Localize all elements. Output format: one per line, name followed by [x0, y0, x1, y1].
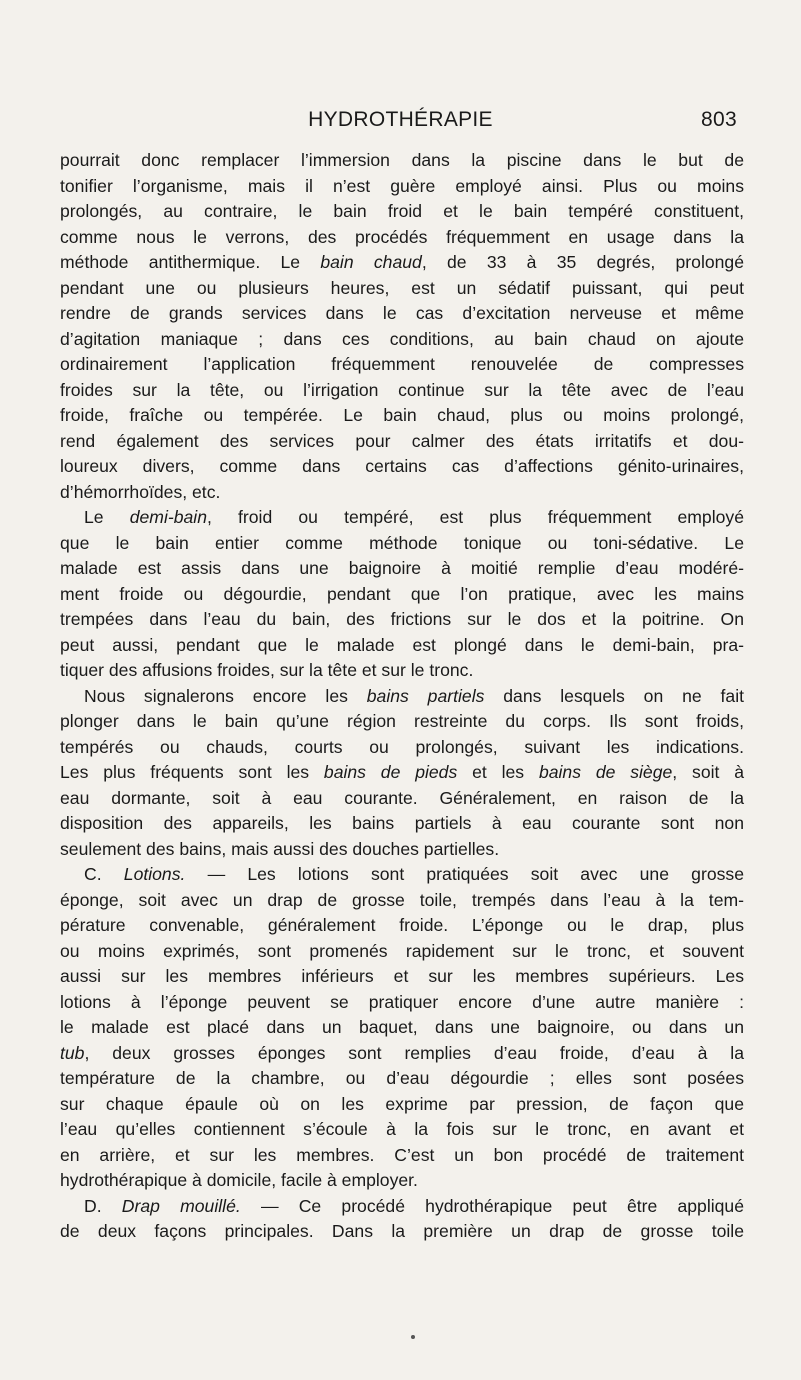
- text-line: [60, 658, 744, 684]
- text-line: [60, 378, 744, 404]
- text-run: pendant une ou plusieurs heures, est un sédatif puissant, qui peut: [60, 277, 744, 298]
- italic-term: bains de pieds: [323, 762, 458, 782]
- text-run: disposition des appareils, les bains partiels à eau courante sont non: [60, 813, 744, 833]
- text-run: loureux divers, comme dans certains cas d’affections génito-urinaires,: [60, 456, 744, 476]
- text-line: [60, 582, 744, 608]
- text-run: ment froide ou dégourdie, pendant que l’on pratique, avec les mains: [60, 583, 744, 604]
- text-line: [60, 1117, 744, 1143]
- text-line: [60, 403, 744, 429]
- italic-term: tub: [60, 1042, 85, 1063]
- text-run: dans lesquels on ne fait: [484, 685, 744, 706]
- text-run: tonifier l’organisme, mais il n’est guère employé ainsi. Plus ou moins: [60, 175, 744, 196]
- text-run: trempées dans l’eau du bain, des frictions sur le dos et la poitrine. On: [60, 609, 744, 629]
- text-run: prolongés, au contraire, le bain froid et le bain tempéré constituent,: [60, 201, 744, 221]
- text-line: [60, 1015, 744, 1041]
- text-line: [60, 964, 744, 990]
- text-line: [60, 276, 744, 302]
- italic-term: bain chaud: [320, 252, 422, 272]
- text-run: l’eau qu’elles contiennent s’écoule à la fois sur le tronc, en avant et: [60, 1119, 744, 1139]
- text-run: — Les lotions sont pratiquées soit avec une grosse: [185, 864, 744, 884]
- text-run: en arrière, et sur les membres. C’est un bon procédé de traitement: [60, 1144, 744, 1165]
- text-run: , deux grosses éponges sont remplies d’eau froide, d’eau à la: [84, 1042, 744, 1063]
- text-line: [60, 709, 744, 735]
- text-run: peut aussi, pendant que le malade est plongé dans le demi-bain, pra-: [60, 634, 744, 655]
- italic-term: bains de siège: [538, 762, 673, 782]
- text-line: [60, 174, 744, 200]
- text-run: comme nous le verrons, des procédés fréquemment en usage dans la: [60, 226, 744, 247]
- text-line: [60, 480, 744, 506]
- italic-term: demi-bain: [129, 507, 207, 527]
- italic-term: bains partiels: [366, 685, 485, 706]
- text-line: [60, 327, 744, 353]
- text-run: malade est assis dans une baignoire à moitié remplie d’eau modéré-: [60, 558, 744, 578]
- page-number: 803: [701, 108, 737, 131]
- text-run: Le: [84, 507, 130, 527]
- text-line: [60, 352, 744, 378]
- text-line: [60, 735, 744, 761]
- text-run: Les plus fréquents sont les: [60, 762, 324, 782]
- text-line: [60, 1066, 744, 1092]
- text-run: tiquer des affusions froides, sur la tête et sur le tronc.: [60, 660, 474, 680]
- text-run: , froid ou tempéré, est plus fréquemment employé: [206, 507, 744, 527]
- text-line: [60, 607, 744, 633]
- text-line: [60, 1219, 744, 1245]
- text-run: de deux façons principales. Dans la première un drap de grosse toile: [60, 1221, 744, 1241]
- text-run: pourrait donc remplacer l’immersion dans la piscine dans le but de: [60, 150, 744, 170]
- text-line: [60, 531, 744, 557]
- text-line: [60, 1168, 744, 1194]
- text-line: [60, 148, 744, 174]
- text-line: [60, 837, 744, 863]
- text-run: D.: [84, 1195, 122, 1216]
- text-run: , de 33 à 35 degrés, prolongé: [421, 252, 744, 272]
- text-run: pérature convenable, généralement froide. L’éponge ou le drap, plus: [60, 915, 744, 935]
- text-run: d’agitation maniaque ; dans ces conditions, au bain chaud on ajoute: [60, 328, 744, 349]
- text-run: et les: [457, 762, 539, 782]
- text-line: [60, 1194, 744, 1220]
- text-run: froide, fraîche ou tempérée. Le bain chaud, plus ou moins prolongé,: [60, 405, 744, 425]
- text-line: [60, 1041, 744, 1067]
- text-line: [60, 454, 744, 480]
- text-line: [60, 225, 744, 251]
- text-run: rendre de grands services dans le cas d’excitation nerveuse et même: [60, 303, 744, 323]
- text-line: [60, 760, 744, 786]
- text-run: hydrothérapique à domicile, facile à employer.: [60, 1170, 418, 1190]
- running-title: HYDROTHÉRAPIE: [308, 108, 493, 131]
- text-line: [60, 684, 744, 710]
- text-line: [60, 811, 744, 837]
- text-run: seulement des bains, mais aussi des douches partielles.: [60, 838, 500, 859]
- text-line: [60, 505, 744, 531]
- text-line: [60, 990, 744, 1016]
- text-run: éponge, soit avec un drap de grosse toile, trempés dans l’eau à la tem-: [60, 889, 744, 910]
- text-line: [60, 786, 744, 812]
- text-run: , soit à: [672, 762, 745, 782]
- text-run: Nous signalerons encore les: [84, 685, 367, 706]
- text-line: [60, 250, 744, 276]
- text-run: plonger dans le bain qu’une région restreinte du corps. Ils sont froids,: [60, 711, 744, 731]
- text-run: méthode antithermique. Le: [60, 252, 321, 272]
- italic-term: Lotions.: [123, 864, 186, 884]
- text-line: [60, 862, 744, 888]
- text-line: [60, 633, 744, 659]
- text-line: [60, 888, 744, 914]
- text-line: [60, 556, 744, 582]
- text-run: que le bain entier comme méthode tonique ou toni-sédative. Le: [60, 532, 744, 553]
- text-run: ordinairement l’application fréquemment renouvelée de compresses: [60, 354, 744, 374]
- text-run: rend également des services pour calmer des états irritatifs et dou-: [60, 430, 744, 451]
- text-line: [60, 199, 744, 225]
- text-run: froides sur la tête, ou l’irrigation continue sur la tête avec de l’eau: [60, 379, 744, 400]
- text-run: eau dormante, soit à eau courante. Généralement, en raison de la: [60, 787, 744, 808]
- text-line: [60, 1092, 744, 1118]
- body-text: [60, 148, 744, 1245]
- text-run: sur chaque épaule où on les exprime par pression, de façon que: [60, 1093, 744, 1114]
- text-line: [60, 913, 744, 939]
- italic-term: Drap mouillé.: [121, 1195, 241, 1216]
- text-run: le malade est placé dans un baquet, dans une baignoire, ou dans un: [60, 1017, 744, 1037]
- text-run: — Ce procédé hydrothérapique peut être appliqué: [240, 1195, 744, 1216]
- text-run: ou moins exprimés, sont promenés rapidement sur le tronc, et souvent: [60, 940, 744, 961]
- text-line: [60, 301, 744, 327]
- text-run: d’hémorrhoïdes, etc.: [60, 481, 221, 502]
- text-run: C.: [84, 864, 124, 884]
- text-run: température de la chambre, ou d’eau dégourdie ; elles sont posées: [60, 1068, 744, 1088]
- print-speck: [411, 1335, 415, 1339]
- running-header: [60, 108, 741, 138]
- text-run: lotions à l’éponge peuvent se pratiquer encore d’une autre manière :: [60, 991, 744, 1012]
- text-run: aussi sur les membres inférieurs et sur les membres supérieurs. Les: [60, 966, 744, 986]
- text-run: tempérés ou chauds, courts ou prolongés, suivant les indications.: [60, 736, 744, 757]
- text-line: [60, 1143, 744, 1169]
- text-line: [60, 429, 744, 455]
- text-line: [60, 939, 744, 965]
